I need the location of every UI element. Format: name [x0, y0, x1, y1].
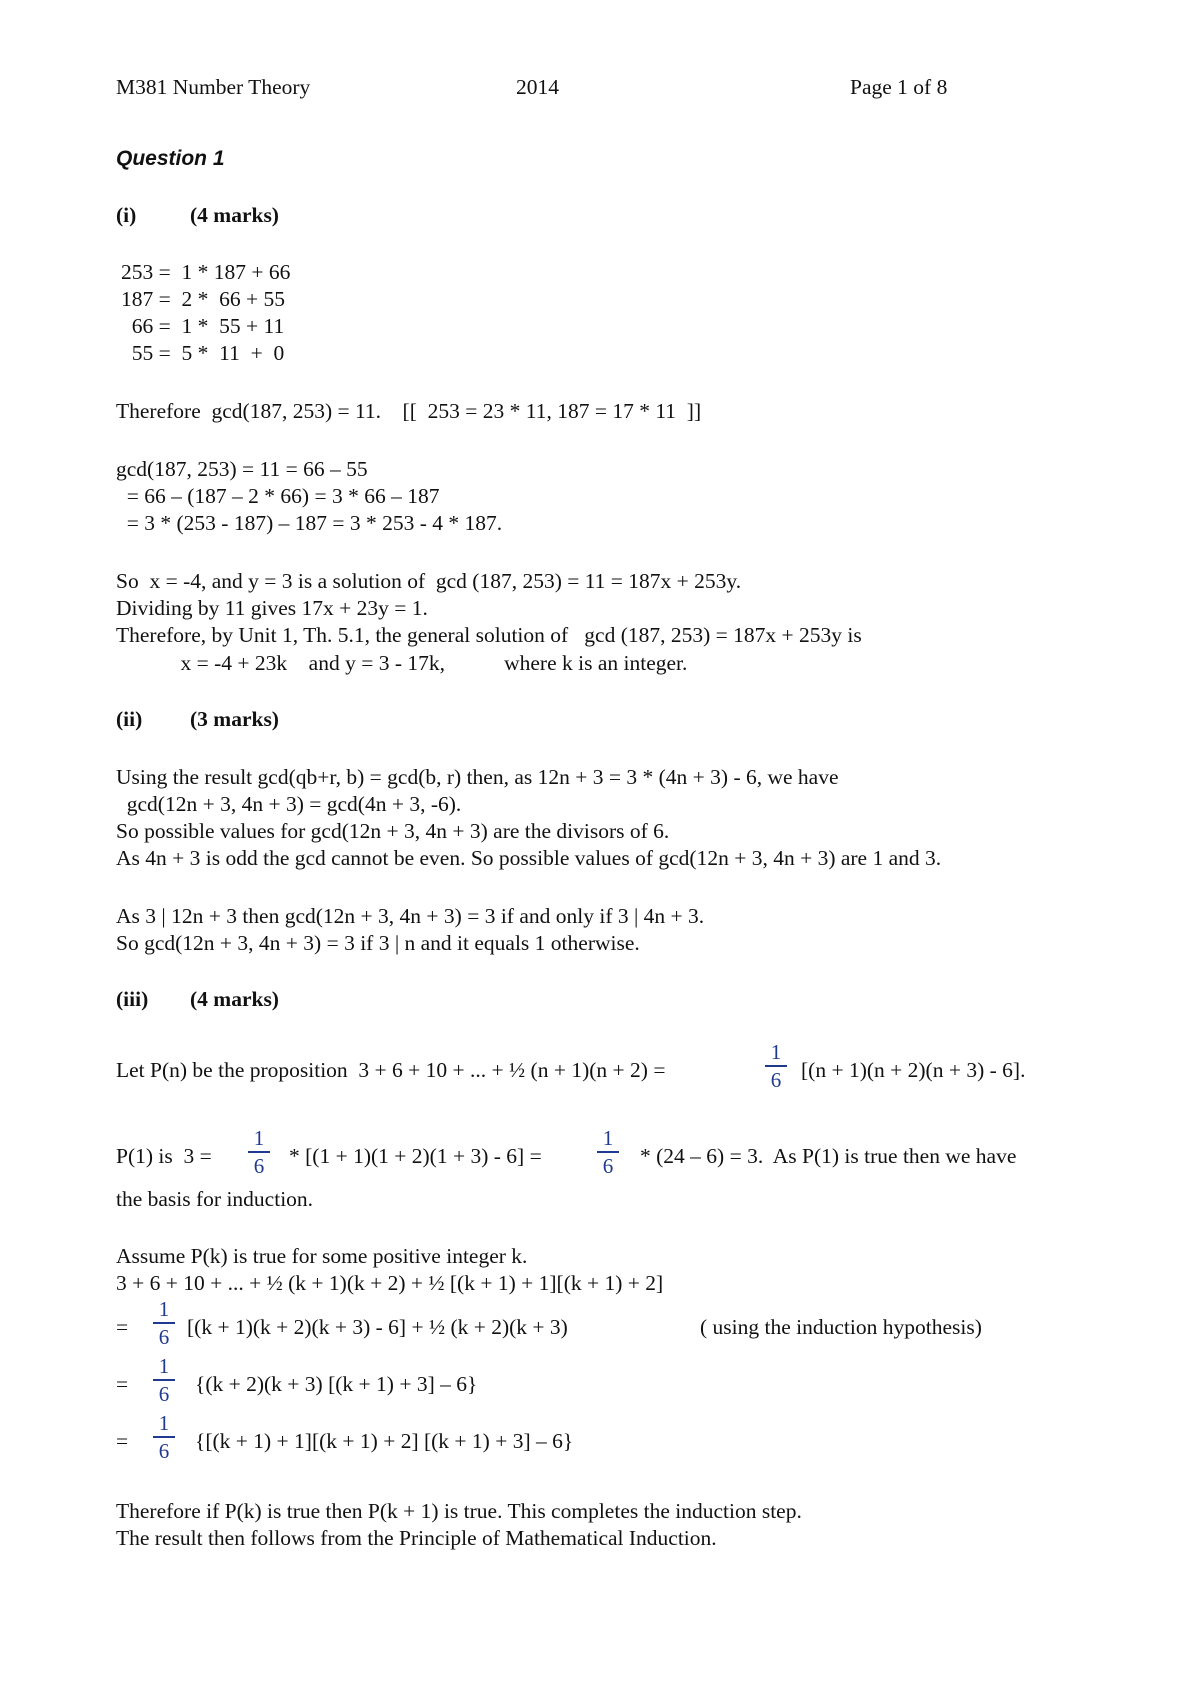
basis-text: P(1) is 3 =	[116, 1144, 212, 1168]
fraction-bar	[765, 1065, 787, 1067]
part-i-label: (i)	[116, 203, 137, 227]
fraction-bar	[153, 1436, 175, 1438]
fraction-numerator: 1	[770, 1040, 782, 1064]
fraction-denominator: 6	[253, 1153, 265, 1178]
fraction-bar	[248, 1151, 270, 1153]
fraction-denominator: 6	[158, 1324, 170, 1349]
fraction-denominator: 6	[158, 1381, 170, 1406]
fraction-numerator: 1	[158, 1354, 170, 1378]
header-year: 2014	[516, 75, 559, 99]
part-ii-line: As 3 | 12n + 3 then gcd(12n + 3, 4n + 3) = 3 if and only if 3 | 4n + 3.	[116, 904, 705, 928]
basis-text: * [(1 + 1)(1 + 2)(1 + 3) - 6] =	[289, 1144, 542, 1168]
back-substitution-line: = 3 * (253 - 187) – 187 = 3 * 253 - 4 * 187.	[116, 511, 503, 535]
general-solution-line: x = -4 + 23k and y = 3 - 17k, where k is an integer.	[116, 651, 688, 675]
fraction-one-sixth	[153, 1411, 175, 1463]
fraction-denominator: 6	[158, 1438, 170, 1463]
fraction-bar	[153, 1379, 175, 1381]
euclid-step: 66 = 1 * 55 + 11	[121, 314, 285, 338]
proposition-text-end: [(n + 1)(n + 2)(n + 3) - 6].	[801, 1058, 1026, 1082]
assumption-line: Assume P(k) is true for some positive integer k.	[116, 1244, 528, 1268]
gcd-result-line: Therefore gcd(187, 253) = 11. [[ 253 = 23 * 11, 187 = 17 * 11 ]]	[116, 399, 702, 423]
euclid-step: 187 = 2 * 66 + 55	[121, 287, 286, 311]
fraction-one-sixth	[153, 1297, 175, 1349]
solution-line: So x = -4, and y = 3 is a solution of gcd (187, 253) = 11 = 187x + 253y.	[116, 569, 742, 593]
part-iii-marks: (4 marks)	[190, 987, 279, 1011]
induction-step-line: {[(k + 1) + 1][(k + 1) + 2] [(k + 1) + 3] – 6}	[195, 1429, 574, 1453]
part-iii-label: (iii)	[116, 987, 149, 1011]
fraction-numerator: 1	[253, 1126, 265, 1150]
back-substitution-line: = 66 – (187 – 2 * 66) = 3 * 66 – 187	[116, 484, 440, 508]
fraction-denominator: 6	[770, 1067, 782, 1092]
header-page-number: Page 1 of 8	[850, 75, 948, 99]
basis-text: the basis for induction.	[116, 1187, 314, 1211]
part-i-marks: (4 marks)	[190, 203, 279, 227]
fraction-numerator: 1	[158, 1297, 170, 1321]
fraction-denominator: 6	[602, 1153, 614, 1178]
back-substitution-line: gcd(187, 253) = 11 = 66 – 55	[116, 457, 368, 481]
fraction-numerator: 1	[158, 1411, 170, 1435]
solution-line: Dividing by 11 gives 17x + 23y = 1.	[116, 596, 428, 620]
part-ii-line: So gcd(12n + 3, 4n + 3) = 3 if 3 | n and it equals 1 otherwise.	[116, 931, 640, 955]
fraction-one-sixth	[248, 1126, 270, 1178]
proposition-text: Let P(n) be the proposition 3 + 6 + 10 + ... + ½ (n + 1)(n + 2) =	[116, 1058, 666, 1082]
fraction-one-sixth	[153, 1354, 175, 1406]
header-course: M381 Number Theory	[116, 75, 311, 99]
fraction-bar	[153, 1322, 175, 1324]
euclid-step: 55 = 5 * 11 + 0	[121, 341, 285, 365]
solution-line: Therefore, by Unit 1, Th. 5.1, the general solution of gcd (187, 253) = 187x + 253y is	[116, 623, 862, 647]
sum-line: 3 + 6 + 10 + ... + ½ (k + 1)(k + 2) + ½ [(k + 1) + 1][(k + 1) + 2]	[116, 1271, 664, 1295]
induction-step-line: [(k + 1)(k + 2)(k + 3) - 6] + ½ (k + 2)(k + 3)	[187, 1315, 568, 1339]
part-ii-label: (ii)	[116, 707, 143, 731]
part-ii-line: Using the result gcd(qb+r, b) = gcd(b, r) then, as 12n + 3 = 3 * (4n + 3) - 6, we have	[116, 765, 839, 789]
equals-sign: =	[116, 1315, 129, 1339]
induction-hypothesis-note: ( using the induction hypothesis)	[700, 1315, 982, 1339]
euclid-step: 253 = 1 * 187 + 66	[121, 260, 291, 284]
fraction-bar	[597, 1151, 619, 1153]
part-ii-line: As 4n + 3 is odd the gcd cannot be even. So possible values of gcd(12n + 3, 4n + 3) are 1 and 3.	[116, 846, 942, 870]
basis-text: * (24 – 6) = 3. As P(1) is true then we have	[640, 1144, 1017, 1168]
part-ii-line: So possible values for gcd(12n + 3, 4n + 3) are the divisors of 6.	[116, 819, 670, 843]
fraction-numerator: 1	[602, 1126, 614, 1150]
conclusion-line: The result then follows from the Principle of Mathematical Induction.	[116, 1526, 717, 1550]
equals-sign: =	[116, 1429, 129, 1453]
induction-step-line: {(k + 2)(k + 3) [(k + 1) + 3] – 6}	[195, 1372, 478, 1396]
fraction-one-sixth	[765, 1040, 787, 1092]
question-title: Question 1	[116, 147, 225, 170]
conclusion-line: Therefore if P(k) is true then P(k + 1) is true. This completes the induction step.	[116, 1499, 802, 1523]
part-ii-marks: (3 marks)	[190, 707, 279, 731]
equals-sign: =	[116, 1372, 129, 1396]
part-ii-line: gcd(12n + 3, 4n + 3) = gcd(4n + 3, -6).	[116, 792, 462, 816]
fraction-one-sixth	[597, 1126, 619, 1178]
